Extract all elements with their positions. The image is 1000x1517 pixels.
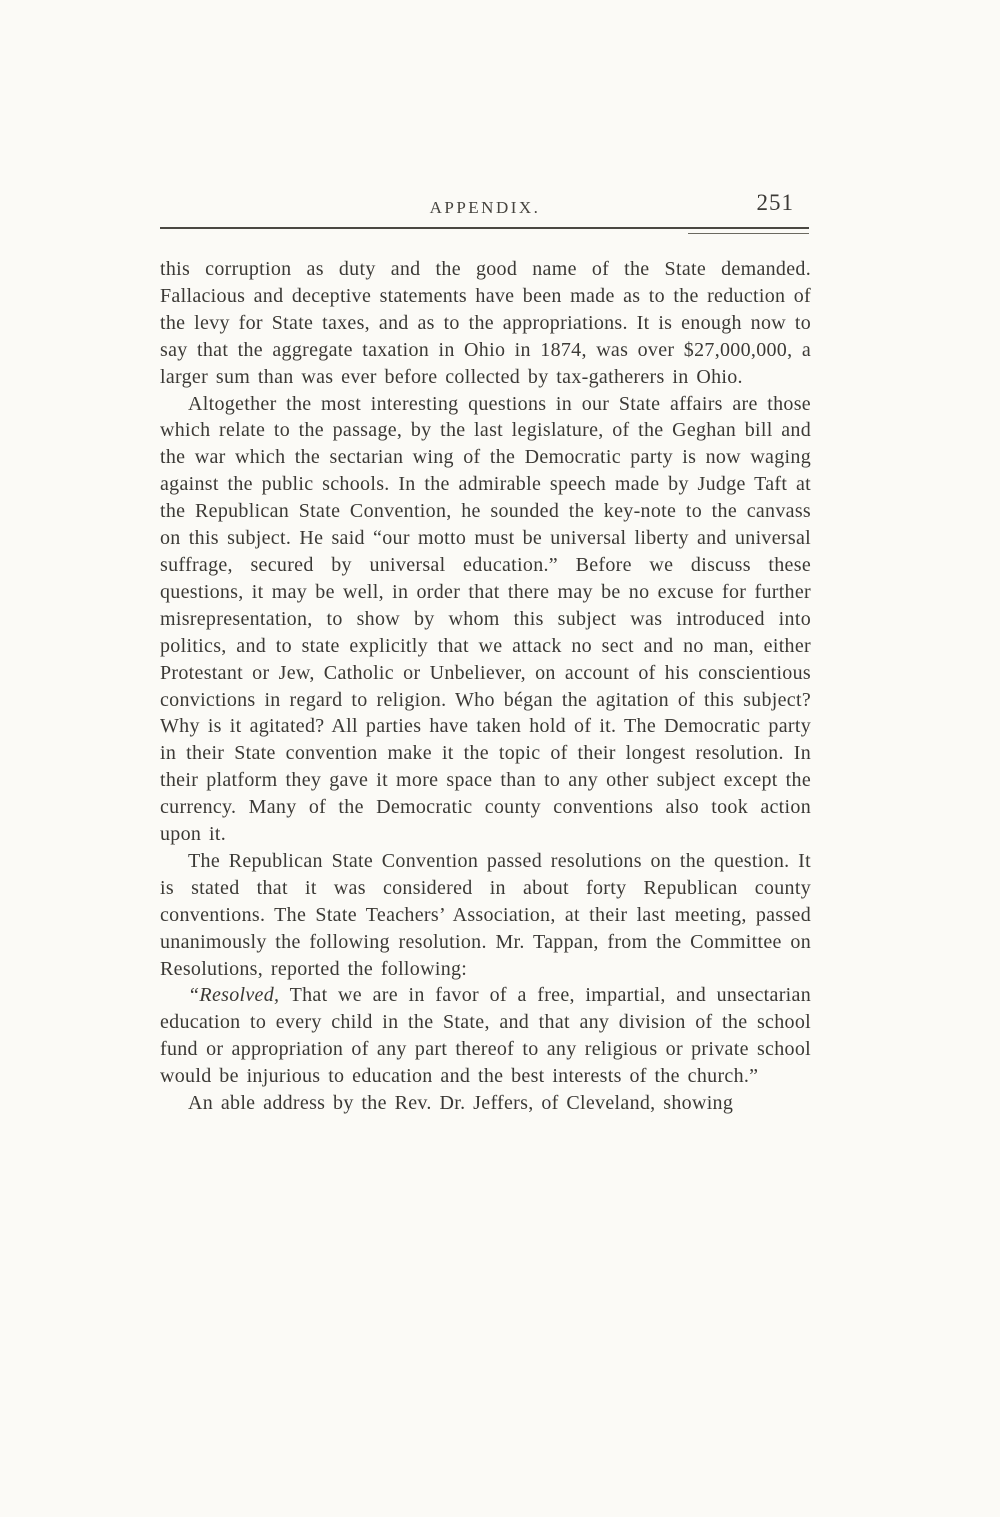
- resolved-rest: That we are in favor of a free, impartial, and unsectarian education to every child in the State, and that any division of the school fund or appropriation of any part thereof to any religious or private school would be injurious to education and the best interests of the church.”: [160, 984, 811, 1088]
- resolved-lead: “Resolved,: [188, 984, 280, 1007]
- page-number: 251: [756, 190, 794, 215]
- header-rule: [160, 227, 809, 229]
- running-head: APPENDIX.: [429, 198, 541, 217]
- paragraph-republican-convention: The Republican State Convention passed resolutions on the question. It is stated that it was considered in about forty Republican county conventions. The State Teachers’ Association, at their last meeting, passed unanimously the following resolution. Mr. Tappan, from the Committee on Resolutions, reported the following:: [160, 849, 811, 980]
- paragraph-geghan-bill: Altogether the most interesting questions in our State affairs are those which relate to the passage, by the last legislature, of the Geghan bill and the war which the sectarian wing of the Democratic party is now waging against the public schools. In the admirable speech made by Judge Taft at the Republican State Convention, he sounded the key-note to the canvass on this subject. He said “our motto must be universal liberty and universal suffrage, secured by universal education.” Before we discuss these questions, it may be well, in order that there may be no excuse for further misrepresentation, to show by whom this subject was introduced into politics, and to state explicitly that we attack no sect and no man, either Protestant or Jew, Catholic or Unbeliever, on account of his conscientious convictions in regard to religion. Who bégan the agitation of this subject? Why is it agitated? All parties have taken hold of it. The Democratic party in their State convention make it the topic of their longest resolution. In their platform they gave it more space than to any other subject except the currency. Many of the Democratic county conventions also took action upon it.: [160, 392, 811, 846]
- paragraph-resolution: [160, 982, 811, 1090]
- paragraph-corruption: this corruption as duty and the good name of the State demanded. Fallacious and deceptive statements have been made as to the reduction of the levy for State taxes, and as to the appropriations. It is enough now to say that the aggregate taxation in Ohio in 1874, was over $27,000,000, a larger sum than was ever before collected by tax-gatherers in Ohio.: [160, 258, 811, 388]
- page-header: [160, 190, 810, 224]
- page-body: [160, 256, 811, 1117]
- header-rule-segment: [688, 233, 809, 234]
- paragraph-jeffers-address: An able address by the Rev. Dr. Jeffers, of Cleveland, showing: [188, 1092, 734, 1115]
